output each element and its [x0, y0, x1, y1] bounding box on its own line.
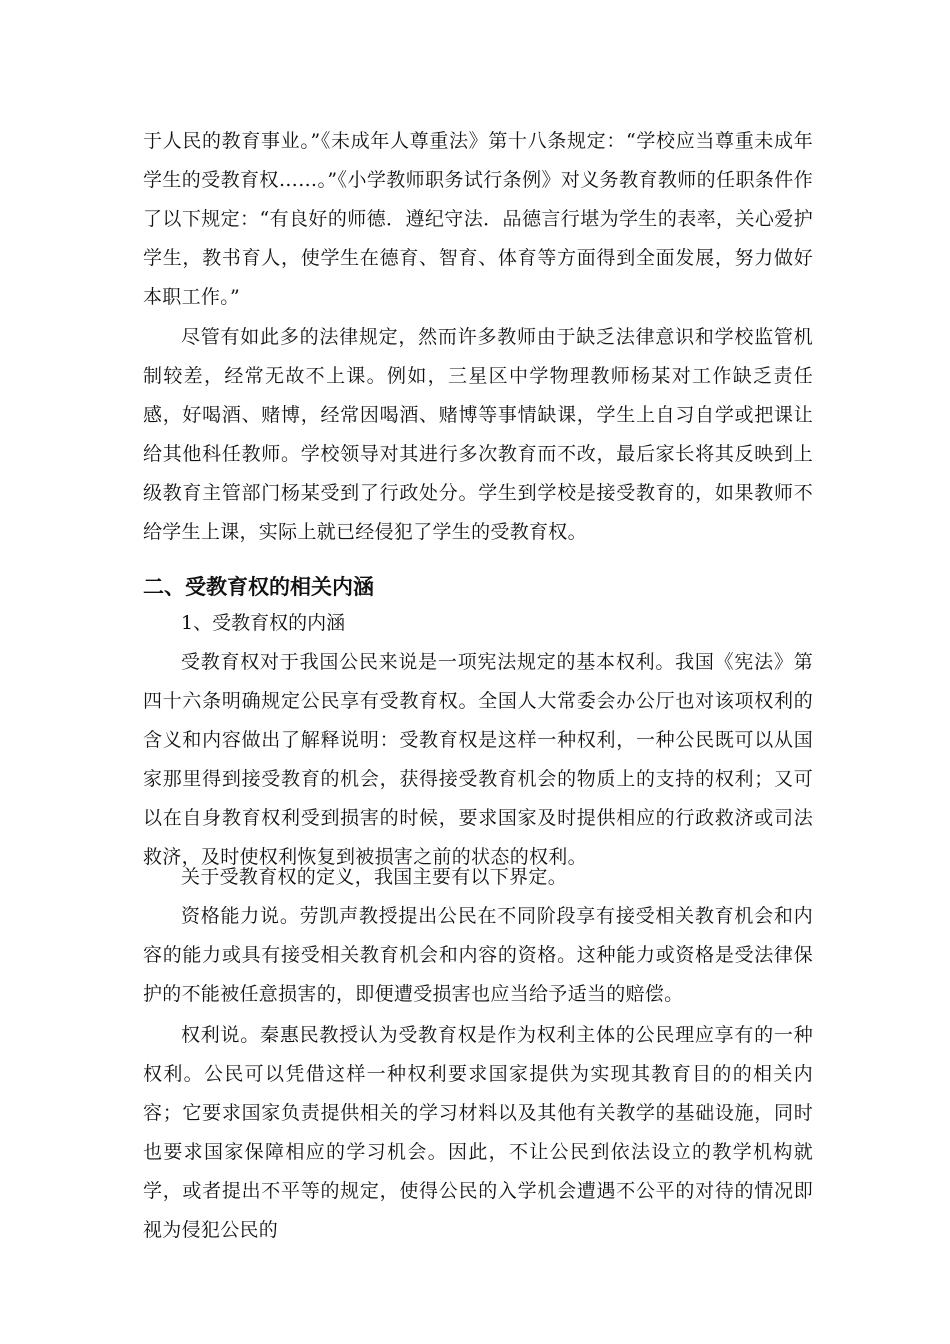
section-heading: 二、受教育权的相关内涵	[143, 575, 374, 599]
paragraph-teacher-example: 尽管有如此多的法律规定，然而许多教师由于缺乏法律意识和学校监管机制较差，经常无故不上课。例如，三星区中学物理教师杨某对工作缺乏责任感，好喝酒、赌博，经常因喝酒、赌博等事情缺课，学生上自习自学或把课让给其他科任教师。学校领导对其进行多次教育而不改，最后家长将其反映到上级教育主管部门杨某受到了行政处分。学生到学校是接受教育的，如果教师不给学生上课，实际上就已经侵犯了学生的受教育权。	[143, 326, 813, 543]
paragraph-legal-provisions: 于人民的教育事业。”《未成年人尊重法》第十八条规定：“学校应当尊重未成年学生的受教育权……。”《小学教师职务试行条例》对义务教育教师的任职条件作了以下规定：“有良好的师德．遵纪守法．品德言行堪为学生的表率，关心爱护学生，教书育人，使学生在德育、智育、体育等方面得到全面发展，努力做好本职工作。”	[143, 130, 813, 308]
paragraph-definitions-intro: 关于受教育权的定义，我国主要有以下界定。	[181, 866, 568, 888]
paragraph-qualification-theory: 资格能力说。劳凯声教授提出公民在不同阶段享有接受相关教育机会和内容的能力或具有接受相关教育机会和内容的资格。这种能力或资格是受法律保护的不能被任意损害的，即便遭受损害也应当给予适当的赔偿。	[143, 905, 813, 1005]
subsection-heading: 1、受教育权的内涵	[181, 612, 346, 634]
paragraph-constitution: 受教育权对于我国公民来说是一项宪法规定的基本权利。我国《宪法》第四十六条明确规定公民享有受教育权。全国人大常委会办公厅也对该项权利的含义和内容做出了解释说明：受教育权是这样一种权利，一种公民既可以从国家那里得到接受教育的机会，获得接受教育机会的物质上的支持的权利；又可以在自身教育权利受到损害的时候，要求国家及时提供相应的行政救济或司法救济，及时使权利恢复到被损害之前的状态的权利。	[143, 651, 813, 868]
paragraph-right-theory: 权利说。秦惠民教授认为受教育权是作为权利主体的公民理应享有的一种权利。公民可以凭借这样一种权利要求国家提供为实现其教育目的的相关内容；它要求国家负责提供相关的学习材料以及其他有关教学的基础设施，同时也要求国家保障相应的学习机会。因此，不让公民到依法设立的教学机构就学，或者提出不平等的规定，使得公民的入学机会遭遇不公平的对待的情况即视为侵犯公民的	[143, 1024, 813, 1241]
